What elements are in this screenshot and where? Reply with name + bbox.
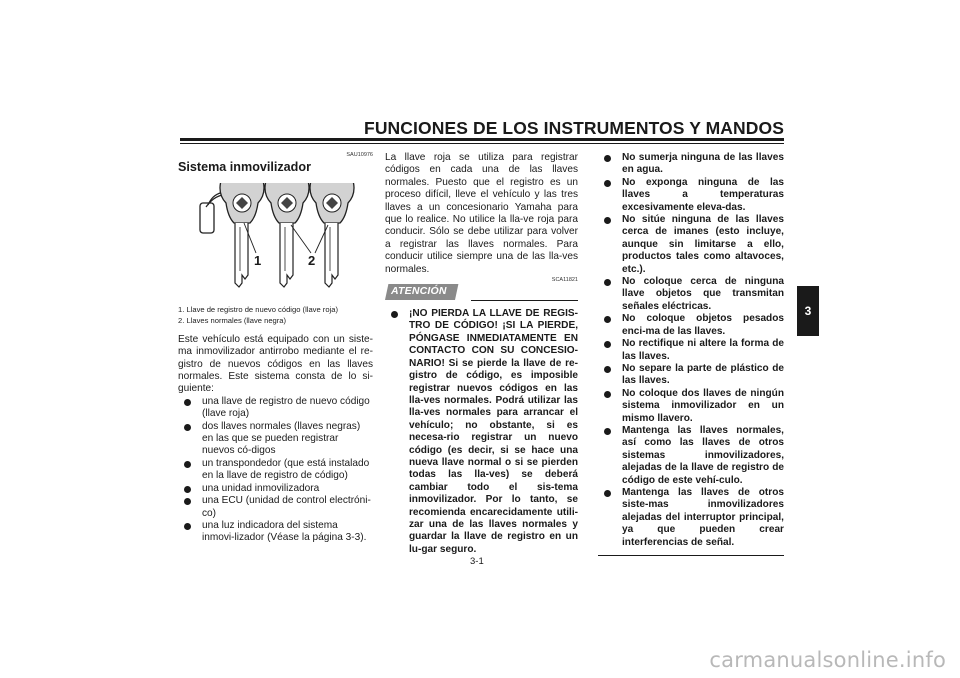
list-item: una luz indicadora del sistema inmovi-lizador (Véase la página 3-3). xyxy=(178,520,373,545)
figure-label-2: 2 xyxy=(308,253,316,269)
list-item: No coloque cerca de ninguna llave objetos que transmitan señales eléctricas. xyxy=(598,276,784,313)
intro-text: Este vehículo está equipado con un siste-ma inmovilizador antirrobo mediante el re-gistro de nuevos códigos en las llaves normales. Este sistema consta de lo si-guiente: xyxy=(178,333,373,395)
left-column xyxy=(178,152,373,545)
list-item: No separe la parte de plástico de las llaves. xyxy=(598,363,784,388)
page-header xyxy=(180,118,784,139)
section-end-rule xyxy=(598,555,784,556)
chapter-tab[interactable]: 3 xyxy=(797,286,819,336)
list-item: dos llaves normales (llaves negras) en las que se pueden registrar nuevos có-digos xyxy=(178,421,373,458)
intro-paragraph xyxy=(178,334,373,396)
normal-key-icon xyxy=(310,183,354,287)
figure-label-1: 1 xyxy=(254,253,262,269)
list-item: un transpondedor (que está instalado en la llave de registro de código) xyxy=(178,458,373,483)
watermark[interactable]: carmanualsonline.info xyxy=(709,648,946,672)
header-rule xyxy=(180,138,784,141)
warning-item: ¡NO PIERDA LA LLAVE DE REGIS-TRO DE CÓDIGO! ¡SI LA PIERDE, PÓNGASE INMEDIATAMENTE EN CONTACTO CON SU CONCESIO-NARIO! Si se pierde la llave de re-gistro de código, es imposible registrar nuevos códigos en las lla-ves normales. Podrá utilizar las lla-ves normales para arrancar el vehículo; no obstante, si es necesa-rio registrar un nuevo código (es decir, si se hace una nueva llave normal o si se pierden todas las lla-ves) se deberá cambiar todo el sis-tema inmovilizador. Por lo tanto, se recomienda encarecidamente utili-zar una de las llaves normales y guardar la llave de registro en un lu-gar seguro. xyxy=(385,308,578,556)
red-key-text: La llave roja se utiliza para registrar códigos en cada una de las llaves normales. Puesto que el registro es un proceso difícil, lleve el vehículo y las tres llaves a un concesionario Yamaha para que lo realice. No utilice la lla-ve roja para conducir. Sólo se debe utilizar para volver a registrar las llaves normales. Para conducir utilice siempre una de las lla-ves normales. xyxy=(385,152,578,275)
registration-key-icon xyxy=(220,183,264,287)
list-item: No sitúe ninguna de las llaves cerca de imanes (esto incluye, aunque sin limitarse a ello, productos tales como altavoces, etc.). xyxy=(598,214,784,276)
middle-column xyxy=(385,152,578,556)
section-code: SAU10976 xyxy=(346,152,373,158)
page-number: 3-1 xyxy=(470,556,484,567)
list-item: una llave de registro de nuevo código (llave roja) xyxy=(178,396,373,421)
red-key-paragraph xyxy=(385,152,578,276)
normal-key-icon xyxy=(265,183,309,287)
list-item: No rectifique ni altere la forma de las llaves. xyxy=(598,338,784,363)
list-item: No exponga ninguna de las llaves a temperaturas excesivamente eleva-das. xyxy=(598,177,784,214)
list-item: una unidad inmovilizadora xyxy=(178,483,373,495)
components-list xyxy=(178,396,373,545)
warning-list xyxy=(385,308,578,556)
figure-caption: 1. Llave de registro de nuevo código (llave roja) xyxy=(178,304,338,314)
keys-illustration xyxy=(178,183,373,291)
list-item: una ECU (unidad de control electróni-co) xyxy=(178,495,373,520)
warning-header xyxy=(385,277,578,302)
page-title: FUNCIONES DE LOS INSTRUMENTOS Y MANDOS xyxy=(364,118,784,138)
list-item: Mantenga las llaves normales, así como las llaves de otros sistemas inmovilizadores, alejadas de la llave de registro de código de este vehí-culo. xyxy=(598,425,784,487)
warning-label: ATENCIÓN xyxy=(391,285,447,298)
right-column xyxy=(598,152,784,556)
warning-rule xyxy=(471,300,578,301)
figure-caption: 2. Llaves normales (llave negra) xyxy=(178,315,287,325)
precautions-list xyxy=(598,152,784,549)
section-title: Sistema inmovilizador xyxy=(178,160,311,174)
list-item: No coloque objetos pesados enci-ma de las llaves. xyxy=(598,313,784,338)
list-item: Mantenga las llaves de otros siste-mas inmovilizadores alejadas del interruptor principal, ya que pueden crear interferencias de señal. xyxy=(598,487,784,549)
warning-code: SCA11821 xyxy=(551,277,578,284)
header-rule-thin xyxy=(180,143,784,144)
list-item: No coloque dos llaves de ningún sistema inmovilizador en un mismo llavero. xyxy=(598,388,784,425)
list-item: No sumerja ninguna de las llaves en agua. xyxy=(598,152,784,177)
